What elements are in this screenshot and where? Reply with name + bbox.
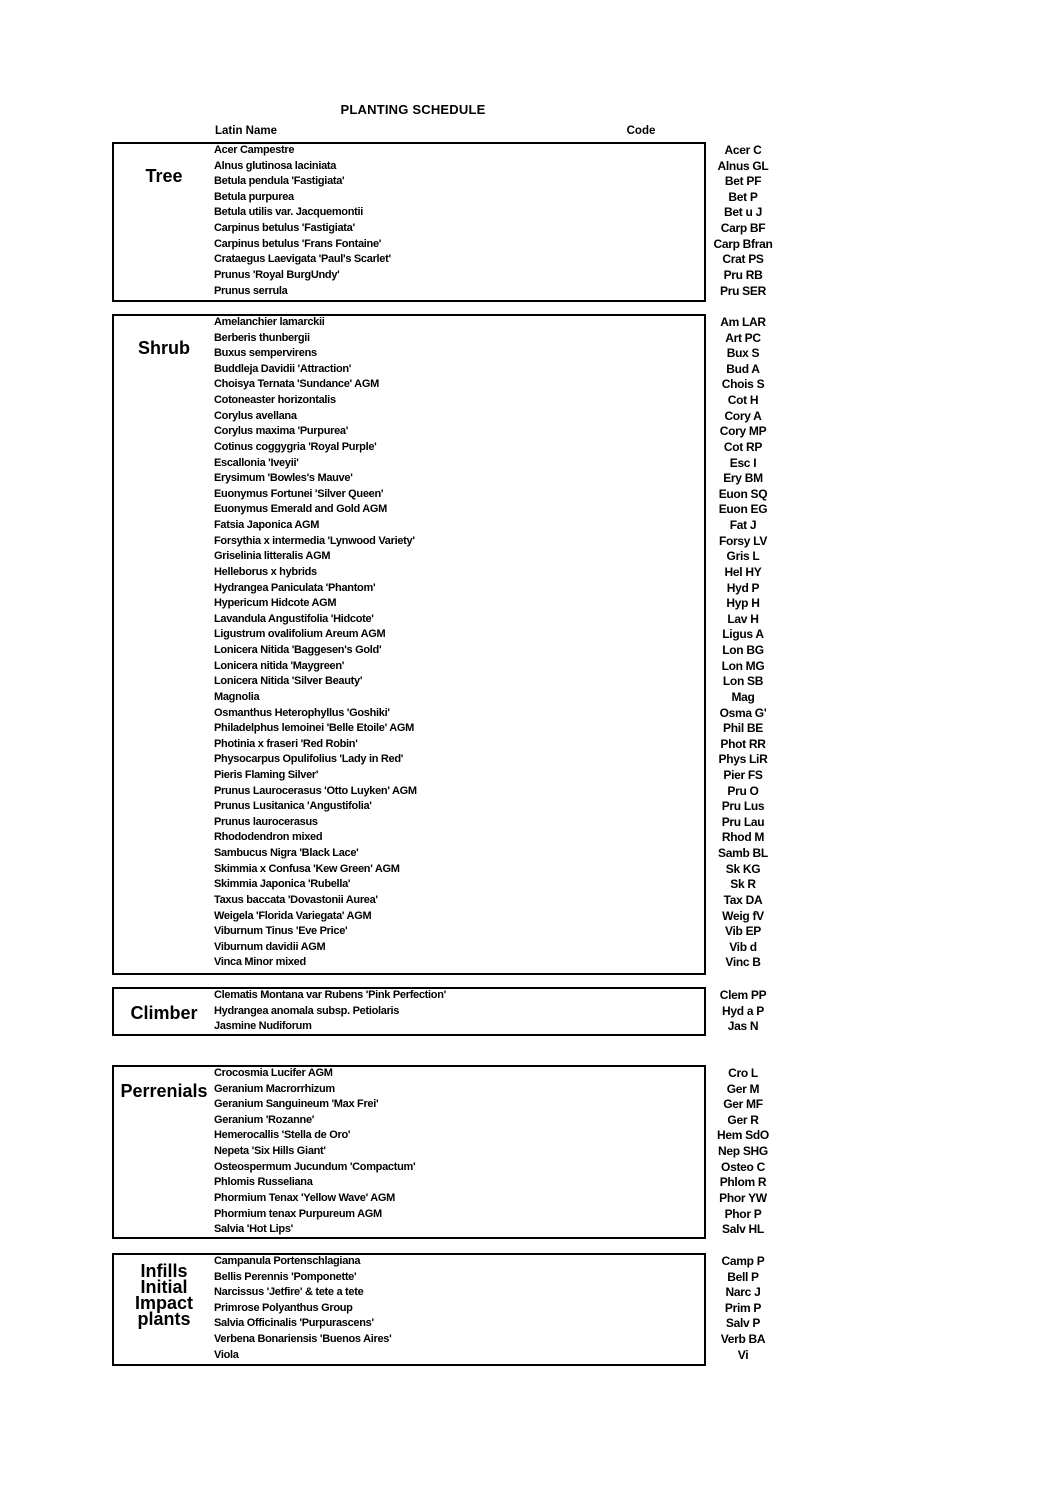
table-row bbox=[214, 783, 759, 800]
latin-name: Cotoneaster horizontalis bbox=[214, 394, 336, 407]
code-header: Code bbox=[626, 125, 656, 137]
table-row bbox=[214, 1190, 767, 1207]
latin-name: Hydrangea Paniculata 'Phantom' bbox=[214, 581, 376, 594]
latin-name: Osmanthus Heterophyllus 'Goshiki' bbox=[214, 706, 390, 719]
latin-name: Skimmia x Confusa 'Kew Green' AGM bbox=[214, 862, 400, 875]
plant-code: Gris L bbox=[726, 549, 760, 564]
table-row bbox=[214, 814, 765, 831]
table-row bbox=[214, 252, 764, 268]
plant-code: Pru SER bbox=[720, 283, 766, 298]
latin-name: Prunus 'Royal BurgUndy' bbox=[214, 268, 340, 281]
table-row bbox=[214, 471, 763, 487]
latin-name: Viburnum Tinus 'Eve Price' bbox=[214, 925, 348, 938]
latin-name: Lavandula Angustifolia 'Hidcote' bbox=[214, 612, 374, 625]
latin-name: Nepeta 'Six Hills Giant' bbox=[214, 1145, 326, 1158]
plant-code: Ger M bbox=[726, 1081, 760, 1096]
plant-code: Ger MF bbox=[723, 1097, 763, 1112]
latin-name: Bellis Perennis 'Pomponette' bbox=[214, 1270, 357, 1283]
table-row bbox=[214, 767, 763, 784]
plant-code: Phlom R bbox=[719, 1175, 767, 1190]
latin-name: Skimmia Japonica 'Rubella' bbox=[214, 878, 351, 891]
table-row bbox=[214, 908, 764, 925]
table-row bbox=[214, 1269, 759, 1286]
table-row bbox=[214, 455, 757, 472]
latin-name: Prunus Laurocerasus 'Otto Luyken' AGM bbox=[214, 784, 417, 797]
plant-code: Am LAR bbox=[720, 315, 766, 329]
latin-name: Cotinus coggygria 'Royal Purple' bbox=[214, 440, 377, 453]
table-row bbox=[214, 1175, 767, 1191]
table-row bbox=[214, 424, 767, 440]
latin-name: Betula pendula 'Fastigiata' bbox=[214, 175, 345, 188]
table-row bbox=[214, 1112, 759, 1129]
plant-code: Hyp H bbox=[726, 596, 760, 611]
latin-name: Photinia x fraseri 'Red Robin' bbox=[214, 737, 358, 750]
latin-name: Sambucus Nigra 'Black Lace' bbox=[214, 847, 359, 860]
latin-name: Prunus serrula bbox=[214, 284, 288, 297]
latin-name: Rhododendron mixed bbox=[214, 831, 323, 844]
latin-name: Helleborus x hybrids bbox=[214, 565, 317, 578]
table-row bbox=[214, 611, 759, 628]
latin-name: Phormium tenax Purpureum AGM bbox=[214, 1207, 382, 1220]
latin-name: Geranium Macrorrhizum bbox=[214, 1082, 335, 1095]
group-label: Perrenials bbox=[120, 1081, 208, 1101]
latin-name: Betula utilis var. Jacquemontii bbox=[214, 206, 364, 219]
plant-code: Phys LiR bbox=[718, 752, 768, 767]
latin-name: Euonymus Emerald and Gold AGM bbox=[214, 503, 388, 516]
table-row bbox=[214, 564, 762, 581]
plant-code: Salv HL bbox=[722, 1222, 764, 1237]
table-row bbox=[214, 1144, 768, 1160]
plant-code: Hel HY bbox=[724, 564, 762, 579]
latin-name: Taxus baccata 'Dovastonii Aurea' bbox=[214, 893, 378, 906]
table-row bbox=[214, 1003, 764, 1020]
latin-name: Geranium 'Rozanne' bbox=[214, 1113, 315, 1126]
plant-code: Pier FS bbox=[723, 767, 763, 782]
table-row bbox=[214, 205, 762, 221]
plant-code: Forsy LV bbox=[718, 533, 768, 548]
latin-name: Vinca Minor mixed bbox=[214, 956, 306, 969]
plant-code: Hyd a P bbox=[722, 1003, 764, 1018]
plant-code: Narc J bbox=[725, 1285, 761, 1300]
plant-code: Lon MG bbox=[721, 658, 765, 673]
plant-code: Weig fV bbox=[722, 908, 764, 923]
plant-code: Cory A bbox=[724, 408, 762, 423]
group-perrenials bbox=[112, 1065, 769, 1239]
latin-name: Primrose Polyanthus Group bbox=[214, 1301, 353, 1314]
plant-code: Crat PS bbox=[722, 252, 764, 267]
table-row bbox=[214, 689, 755, 706]
plant-code: Ger R bbox=[727, 1112, 759, 1127]
latin-name: Buxus sempervirens bbox=[214, 347, 317, 360]
latin-name: Clematis Montana var Rubens 'Pink Perfection' bbox=[214, 989, 446, 1001]
latin-name: Lonicera Nitida 'Silver Beauty' bbox=[214, 675, 363, 688]
latin-name: Alnus glutinosa laciniata bbox=[214, 159, 337, 172]
plant-code: Lav H bbox=[727, 611, 759, 626]
latin-name: Prunus laurocerasus bbox=[214, 815, 318, 828]
plant-code: Nep SHG bbox=[718, 1144, 768, 1159]
latin-name: Salvia Officinalis 'Purpurascens' bbox=[214, 1317, 374, 1330]
table-row bbox=[214, 861, 761, 878]
plant-code: Vib d bbox=[729, 939, 757, 954]
table-row bbox=[214, 1222, 764, 1238]
latin-name: Hydrangea anomala subsp. Petiolaris bbox=[214, 1004, 400, 1017]
plant-code: Clem PP bbox=[719, 988, 767, 1002]
table-row bbox=[214, 439, 763, 456]
table-row bbox=[214, 627, 764, 643]
table-row bbox=[214, 174, 762, 190]
table-row bbox=[214, 1019, 759, 1035]
plant-code: Camp P bbox=[721, 1254, 765, 1268]
plant-code: Pru RB bbox=[723, 267, 763, 282]
plant-code: Chois S bbox=[721, 377, 765, 392]
table-row bbox=[214, 736, 766, 753]
latin-name: Geranium Sanguineum 'Max Frei' bbox=[214, 1098, 379, 1111]
plant-code: Ery BM bbox=[723, 471, 763, 486]
plant-code: Cot H bbox=[727, 393, 759, 408]
latin-name: Amelanchier lamarckii bbox=[214, 316, 325, 328]
table-row bbox=[214, 158, 769, 175]
table-row bbox=[214, 1254, 765, 1270]
table-row bbox=[214, 1159, 765, 1176]
table-row bbox=[214, 533, 768, 550]
table-row bbox=[214, 1066, 758, 1082]
table-row bbox=[214, 377, 765, 393]
plant-code: Bux S bbox=[726, 346, 760, 361]
latin-name: Viola bbox=[214, 1348, 239, 1361]
table-row bbox=[214, 330, 761, 347]
latin-name: Pieris Flaming Silver' bbox=[214, 768, 319, 781]
plant-code: Cot RP bbox=[723, 439, 763, 454]
latin-name: Prunus Lusitanica 'Angustifolia' bbox=[214, 800, 372, 813]
table-row bbox=[214, 315, 766, 331]
latin-name: Hypericum Hidcote AGM bbox=[214, 597, 337, 610]
plant-code: Fat J bbox=[729, 518, 757, 533]
latin-name: Verbena Bonariensis 'Buenos Aires' bbox=[214, 1333, 392, 1346]
latin-name: Philadelphus lemoinei 'Belle Etoile' AGM bbox=[214, 722, 415, 735]
latin-name: Narcissus 'Jetfire' & tete a tete bbox=[214, 1286, 364, 1299]
table-row bbox=[214, 580, 760, 597]
plant-code: Art PC bbox=[725, 330, 761, 345]
plant-code: Esc I bbox=[729, 455, 757, 470]
table-row bbox=[214, 143, 762, 159]
plant-code: Prim P bbox=[724, 1300, 762, 1315]
table-row bbox=[214, 674, 764, 690]
latin-name: Magnolia bbox=[214, 690, 260, 703]
plant-code: Samb BL bbox=[718, 846, 768, 861]
table-row bbox=[214, 236, 773, 253]
table-row bbox=[214, 1285, 761, 1301]
latin-name: Ligustrum ovalifolium Areum AGM bbox=[214, 628, 386, 641]
plant-code: Osma G' bbox=[719, 705, 767, 720]
latin-name: Betula purpurea bbox=[214, 190, 294, 203]
table-row bbox=[214, 1316, 761, 1332]
plant-code: Sk KG bbox=[725, 861, 761, 876]
table-row bbox=[214, 408, 762, 425]
latin-name: Buddleja Davidii 'Attraction' bbox=[214, 362, 352, 375]
plant-code: Bet PF bbox=[724, 174, 762, 189]
latin-name: Carpinus betulus 'Fastigiata' bbox=[214, 222, 355, 235]
latin-name: Erysimum 'Bowles's Mauve' bbox=[214, 472, 353, 485]
table-row bbox=[214, 721, 763, 737]
latin-name: Lonicera Nitida 'Baggesen's Gold' bbox=[214, 644, 382, 657]
latin-name: Corylus maxima 'Purpurea' bbox=[214, 425, 349, 438]
plant-code: Bud A bbox=[726, 361, 760, 376]
plant-code: Euon SQ bbox=[718, 486, 768, 501]
plant-code: Phor P bbox=[724, 1206, 762, 1221]
plant-code: Cro L bbox=[728, 1066, 758, 1080]
latin-name: Fatsia Japonica AGM bbox=[214, 519, 320, 532]
group-label: Climber bbox=[130, 1003, 198, 1023]
latin-name: Crocosmia Lucifer AGM bbox=[214, 1067, 333, 1079]
plant-code: Hyd P bbox=[726, 580, 760, 595]
table-row bbox=[214, 830, 765, 846]
table-row bbox=[214, 361, 760, 378]
plant-code: Lon SB bbox=[722, 674, 764, 689]
group-label: Tree bbox=[145, 166, 183, 186]
latin-name: Crataegus Laevigata 'Paul's Scarlet' bbox=[214, 253, 391, 266]
group-shrub bbox=[112, 314, 768, 975]
table-row bbox=[214, 799, 765, 815]
plant-code: Pru Lus bbox=[721, 799, 765, 814]
table-row bbox=[214, 1347, 749, 1364]
plant-code: Pru Lau bbox=[721, 814, 765, 829]
plant-code: Vib EP bbox=[725, 924, 761, 939]
latin-name: Griselinia litteralis AGM bbox=[214, 550, 331, 563]
table-row bbox=[214, 346, 760, 362]
latin-name: Hemerocallis 'Stella de Oro' bbox=[214, 1129, 351, 1142]
table-row bbox=[214, 1332, 766, 1348]
plant-code: Verb BA bbox=[720, 1332, 766, 1347]
plant-code: Bell P bbox=[727, 1269, 759, 1284]
latin-name: Weigela 'Florida Variegata' AGM bbox=[214, 909, 372, 922]
plant-code: Vinc B bbox=[725, 955, 761, 970]
latin-name-header: Latin Name bbox=[215, 125, 277, 137]
group-tree bbox=[112, 142, 773, 302]
table-row bbox=[214, 1128, 769, 1144]
plant-code: Carp BF bbox=[720, 221, 766, 236]
plant-code: Phor YW bbox=[719, 1190, 767, 1205]
plant-code: Salv P bbox=[725, 1316, 761, 1331]
table-row bbox=[214, 267, 763, 284]
plant-code: Tax DA bbox=[723, 892, 763, 907]
group-infills bbox=[112, 1253, 766, 1366]
table-row bbox=[214, 877, 756, 893]
plant-code: Osteo C bbox=[721, 1159, 765, 1174]
table-row bbox=[214, 846, 768, 862]
plant-code: Ligus A bbox=[722, 627, 764, 642]
plant-code: Vi bbox=[737, 1347, 749, 1362]
latin-name: Acer Campestre bbox=[214, 144, 295, 156]
latin-name: Euonymus Fortunei 'Silver Queen' bbox=[214, 487, 384, 500]
plant-code: Mag bbox=[731, 689, 755, 704]
latin-name: Choisya Ternata 'Sundance' AGM bbox=[214, 378, 379, 391]
latin-name: Carpinus betulus 'Frans Fontaine' bbox=[214, 237, 382, 250]
latin-name: Escallonia 'Iveyii' bbox=[214, 456, 299, 469]
latin-name: Phormium Tenax 'Yellow Wave' AGM bbox=[214, 1191, 396, 1204]
latin-name: Phlomis Russeliana bbox=[214, 1176, 313, 1189]
table-row bbox=[214, 1081, 760, 1098]
plant-code: Rhod M bbox=[721, 830, 765, 845]
table-row bbox=[214, 596, 760, 612]
plant-code: Phot RR bbox=[720, 736, 766, 751]
table-row bbox=[214, 752, 768, 768]
table-row bbox=[214, 518, 757, 534]
table-row bbox=[214, 1206, 762, 1223]
table-row bbox=[214, 988, 767, 1004]
group-label: Infills Initial Impact plants bbox=[134, 1261, 194, 1329]
latin-name: Corylus avellana bbox=[214, 409, 297, 422]
table-row bbox=[214, 892, 763, 909]
table-row bbox=[214, 502, 768, 518]
table-row bbox=[214, 486, 768, 503]
latin-name: Jasmine Nudiforum bbox=[214, 1020, 312, 1033]
table-row bbox=[214, 643, 764, 659]
table-row bbox=[214, 283, 766, 300]
table-row bbox=[214, 221, 766, 237]
plant-code: Jas N bbox=[727, 1019, 759, 1034]
table-row bbox=[214, 939, 757, 956]
plant-code: Bet P bbox=[728, 189, 758, 204]
table-row bbox=[214, 955, 761, 971]
table-row bbox=[214, 1300, 762, 1317]
group-climber bbox=[112, 987, 767, 1036]
group-label: Shrub bbox=[138, 338, 190, 358]
plant-code: Acer C bbox=[724, 143, 762, 157]
table-row bbox=[214, 1097, 763, 1113]
page-title: PLANTING SCHEDULE bbox=[340, 102, 486, 117]
latin-name: Osteospermum Jucundum 'Compactum' bbox=[214, 1160, 416, 1173]
latin-name: Salvia 'Hot Lips' bbox=[214, 1223, 293, 1236]
table-row bbox=[214, 189, 758, 206]
table-row bbox=[214, 393, 759, 409]
plant-code: Carp Bfran bbox=[713, 236, 773, 251]
latin-name: Lonicera nitida 'Maygreen' bbox=[214, 659, 345, 672]
latin-name: Berberis thunbergii bbox=[214, 331, 310, 344]
plant-code: Euon EG bbox=[718, 502, 768, 517]
plant-code: Lon BG bbox=[722, 643, 764, 658]
plant-code: Pru O bbox=[727, 783, 759, 798]
table-row bbox=[214, 658, 765, 675]
table-row bbox=[214, 705, 767, 722]
plant-code: Hem SdO bbox=[717, 1128, 769, 1143]
plant-code: Sk R bbox=[730, 877, 756, 892]
latin-name: Forsythia x intermedia 'Lynwood Variety' bbox=[214, 534, 415, 547]
plant-code: Phil BE bbox=[723, 721, 763, 736]
table-row bbox=[214, 924, 761, 940]
latin-name: Viburnum davidii AGM bbox=[214, 940, 326, 953]
plant-code: Bet u J bbox=[724, 205, 762, 220]
plant-code: Alnus GL bbox=[717, 158, 769, 173]
plant-code: Cory MP bbox=[719, 424, 767, 439]
latin-name: Physocarpus Opulifolius 'Lady in Red' bbox=[214, 753, 404, 766]
table-row bbox=[214, 549, 760, 565]
latin-name: Campanula Portenschlagiana bbox=[214, 1255, 361, 1267]
